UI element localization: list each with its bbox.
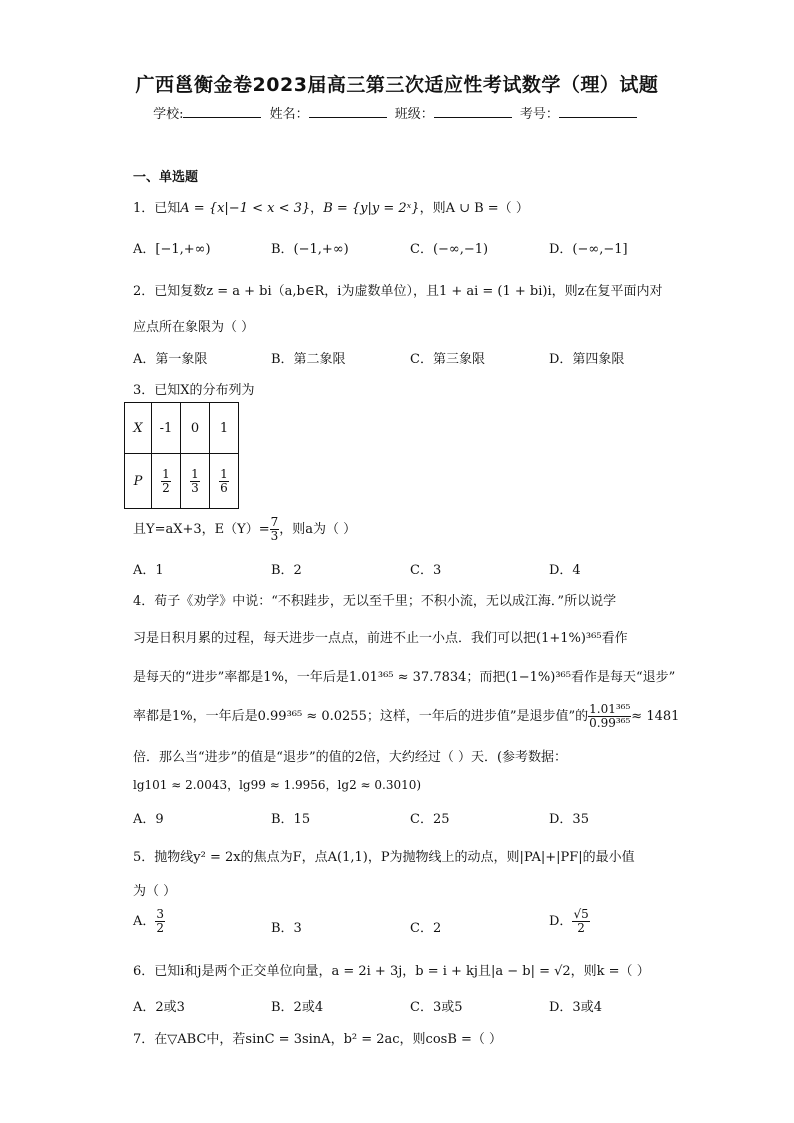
name-label: 姓名： <box>269 107 309 122</box>
question-4-line-3: 是每天的“进步”率都是1%，一年后是1.01³⁶⁵ ≈ 37.7834；而把(1−1%)³⁶⁵看作是每天“退步” <box>133 670 676 685</box>
q3-option-a[interactable]: A．1 <box>133 563 164 578</box>
q4-ratio-fraction: $\frac{\text{1.01³⁶⁵}}{\text{0.99³⁶⁵}}$ <box>589 702 631 730</box>
table-cell-p-label: P <box>125 454 152 509</box>
q1-option-b[interactable]: B．(−1,+∞) <box>271 242 349 257</box>
q4-option-a[interactable]: A．9 <box>133 812 164 827</box>
q1-set-b: B = {y|y = 2ˣ} <box>323 201 420 216</box>
q5-option-a[interactable] <box>133 908 165 935</box>
q4-line-4-prefix: 率都是1%，一年后是0.99³⁶⁵ ≈ 0.0255；这样，一年后的进步值”是退步值”的 <box>133 709 589 724</box>
table-cell: $\frac{1}{2}$ <box>152 454 181 509</box>
q6-option-c[interactable]: C．3或5 <box>410 1000 463 1015</box>
q4-option-d[interactable]: D．35 <box>549 812 589 827</box>
question-7-stem: 7．在▽ABC中，若sinC = 3sinA，b² = 2ac，则cosB =（ ） <box>133 1032 503 1047</box>
table-cell-x-label: X <box>125 403 152 454</box>
q1-set-a: A = {x|−1 < x < 3} <box>180 201 311 216</box>
exam-number-label: 考号： <box>519 107 559 122</box>
q5-option-a-fraction: $\frac{3}{2}$ <box>156 907 165 935</box>
class-blank[interactable] <box>434 105 512 118</box>
question-4-line-2: 习是日积月累的过程，每天进步一点点，前进不止一小点．我们可以把(1+1%)³⁶⁵看作 <box>133 631 628 646</box>
table-row <box>125 403 239 454</box>
question-2-line-1: 2．已知复数z = a + bi（a,b∈R，i为虚数单位），且1 + ai = (1 + bi)i，则z在复平面内对 <box>133 284 663 299</box>
q1-option-c[interactable]: C．(−∞,−1) <box>410 242 489 257</box>
question-1-stem: 1．已知A = {x|−1 < x < 3}，B = {y|y = 2ˣ}，则A ∪ B =（ ） <box>133 201 529 216</box>
school-blank[interactable] <box>183 105 261 118</box>
question-5-line-1: 5．抛物线y² = 2x的焦点为F，点A(1,1)，P为抛物线上的动点，则|PA|+|PF|的最小值 <box>133 850 635 865</box>
q3-option-c[interactable]: C．3 <box>410 563 442 578</box>
q2-option-d[interactable]: D．第四象限 <box>549 352 625 367</box>
q5-option-d-fraction: $\frac{√5}{2}$ <box>573 907 589 935</box>
table-cell: $\frac{1}{3}$ <box>181 454 210 509</box>
table-cell: $\frac{1}{6}$ <box>210 454 239 509</box>
q4-option-b[interactable]: B．15 <box>271 812 311 827</box>
question-4-line-5: 倍．那么当“进步”的值是“退步”的值的2倍，大约经过（ ）天．(参考数据： <box>133 750 568 765</box>
q1-option-d[interactable]: D．(−∞,−1] <box>549 242 628 257</box>
section-heading: 一、单选题 <box>133 170 199 185</box>
question-6-stem: 6．已知i和j是两个正交单位向量，a = 2i + 3j，b = i + kj且|a − b| = √2，则k =（ ） <box>133 964 650 979</box>
distribution-table <box>124 402 239 509</box>
school-label: 学校: <box>153 107 184 122</box>
q5-option-b[interactable]: B．3 <box>271 921 302 936</box>
table-cell: 1 <box>210 403 239 454</box>
table-cell: -1 <box>152 403 181 454</box>
question-2-line-2: 应点所在象限为（ ） <box>133 320 255 335</box>
q2-option-b[interactable]: B．第二象限 <box>271 352 346 367</box>
question-3-condition <box>133 516 356 543</box>
q6-option-a[interactable]: A．2或3 <box>133 1000 185 1015</box>
q1-option-a[interactable]: A．[−1,+∞) <box>133 242 211 257</box>
q4-option-c[interactable]: C．25 <box>410 812 450 827</box>
q5-option-d[interactable] <box>549 908 590 935</box>
question-4-reference-data: lg101 ≈ 2.0043，lg99 ≈ 1.9956，lg2 ≈ 0.3010) <box>133 778 422 792</box>
q6-option-d[interactable]: D．3或4 <box>549 1000 602 1015</box>
class-label: 班级： <box>394 107 434 122</box>
q2-option-a[interactable]: A．第一象限 <box>133 352 208 367</box>
q1-suffix: ，则A ∪ B =（ ） <box>419 201 529 216</box>
q3-option-d[interactable]: D．4 <box>549 563 581 578</box>
q5-option-d-label: D． <box>549 914 573 929</box>
exam-number-blank[interactable] <box>559 105 637 118</box>
table-cell: 0 <box>181 403 210 454</box>
question-4-line-4 <box>133 703 679 730</box>
q6-option-b[interactable]: B．2或4 <box>271 1000 324 1015</box>
q2-option-c[interactable]: C．第三象限 <box>410 352 485 367</box>
table-row <box>125 454 239 509</box>
q1-prefix: 1．已知 <box>133 201 181 216</box>
student-info-line <box>0 103 794 122</box>
q4-line-4-suffix: ≈ 1481 <box>631 709 680 724</box>
q3-condition-suffix: ，则a为（ ） <box>279 522 357 537</box>
q3-fraction: $\frac{7}{3}$ <box>270 515 279 543</box>
q3-option-b[interactable]: B．2 <box>271 563 302 578</box>
q5-option-a-label: A． <box>133 914 156 929</box>
question-3-stem: 3．已知X的分布列为 <box>133 383 255 398</box>
question-4-line-1: 4．荀子《劝学》中说：“不积跬步，无以至千里；不积小流，无以成江海．”所以说学 <box>133 594 617 609</box>
name-blank[interactable] <box>309 105 387 118</box>
q5-option-c[interactable]: C．2 <box>410 921 442 936</box>
question-5-line-2: 为（ ） <box>133 884 177 899</box>
q3-condition-prefix: 且Y=aX+3，E（Y）= <box>133 522 270 537</box>
exam-title: 广西邕衡金卷2023届高三第三次适应性考试数学（理）试题 <box>135 74 659 96</box>
